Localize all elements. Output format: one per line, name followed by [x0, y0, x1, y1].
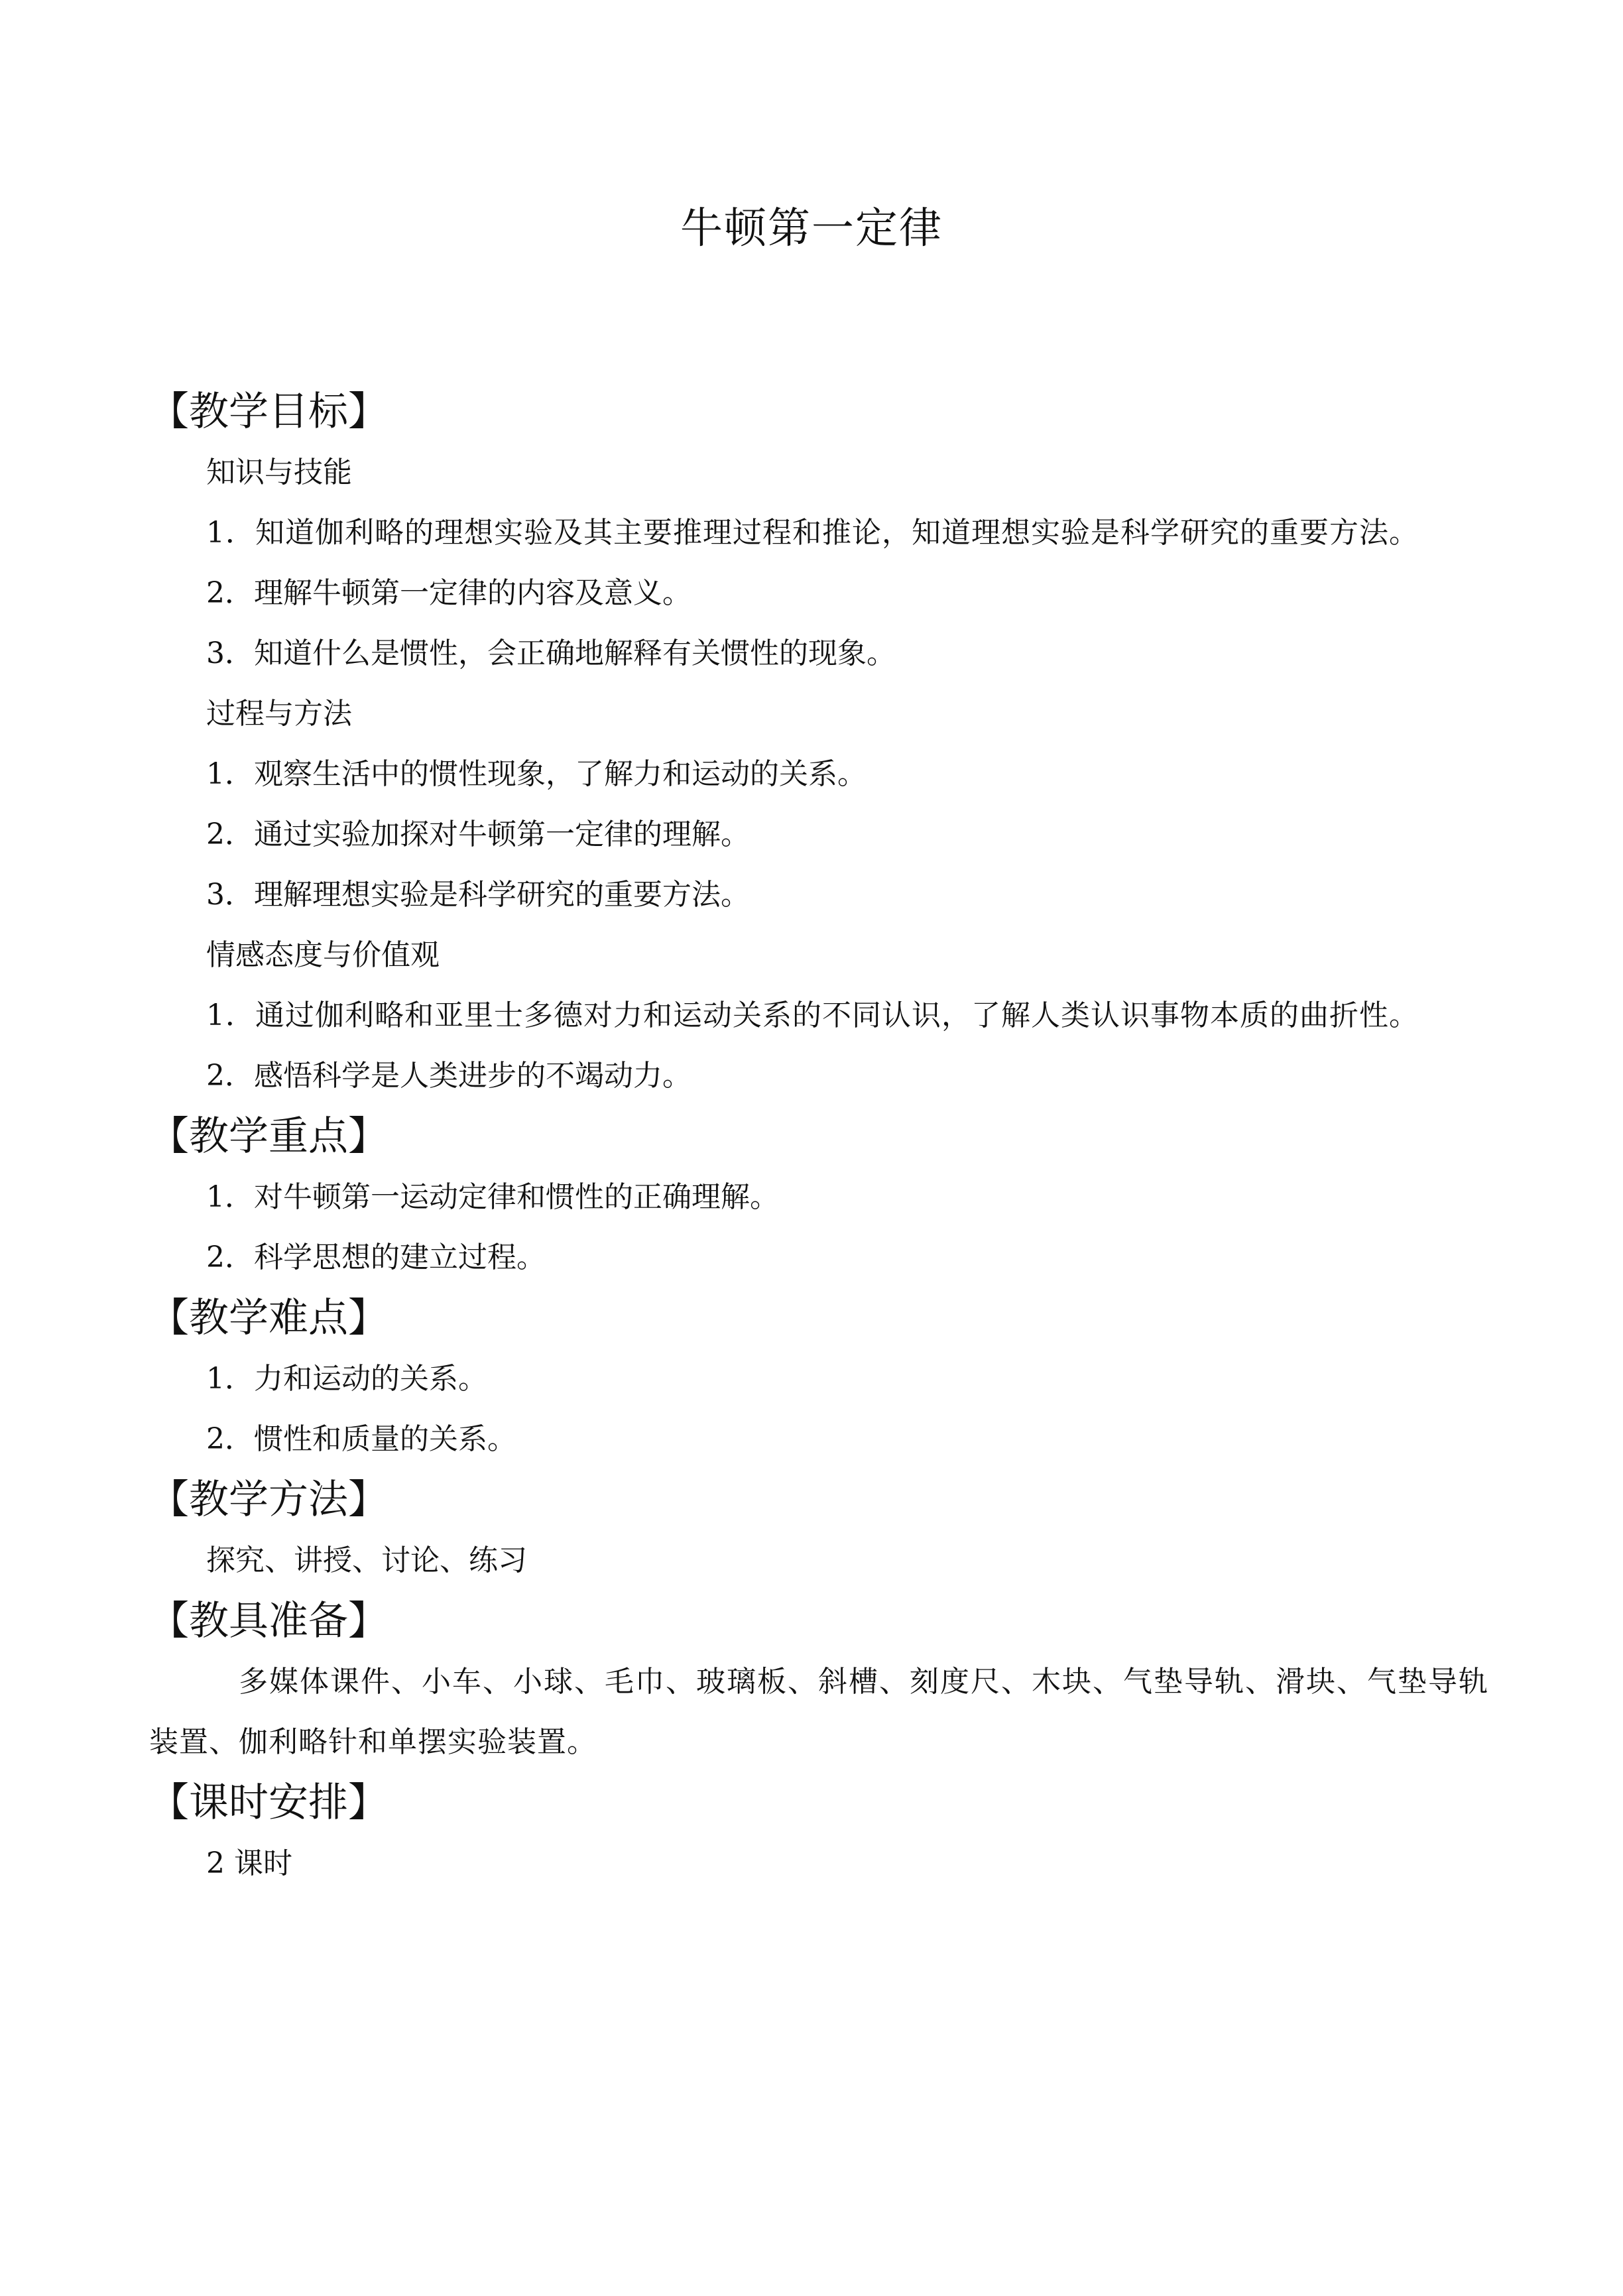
process-item: 1．观察生活中的惯性现象，了解力和运动的关系。 [206, 757, 867, 791]
materials-heading: 【教具准备】 [149, 1598, 388, 1644]
key-point-item: 2．科学思想的建立过程。 [206, 1240, 546, 1274]
knowledge-item: 3．知道什么是惯性，会正确地解释有关惯性的现象。 [206, 636, 896, 670]
document-title: 牛顿第一定律 [680, 204, 943, 253]
attitude-item: 1．通过伽利略和亚里士多德对力和运动关系的不同认识，了解人类认识事物本质的曲折性。 [206, 998, 1419, 1032]
methods-heading: 【教学方法】 [149, 1477, 388, 1523]
process-label: 过程与方法 [206, 697, 352, 731]
materials-text: 多媒体课件、小车、小球、毛巾、玻璃板、斜槽、刻度尺、木块、气垫导轨、滑块、气垫导轨装置、伽利略针和单摆实验装置。 [149, 1665, 1488, 1759]
key-point-item: 1．对牛顿第一运动定律和惯性的正确理解。 [206, 1180, 779, 1214]
knowledge-label: 知识与技能 [206, 455, 352, 489]
document-body [149, 381, 1488, 1894]
attitude-item: 2．感悟科学是人类进步的不竭动力。 [206, 1059, 691, 1093]
difficulties-heading: 【教学难点】 [149, 1295, 388, 1341]
difficulty-item: 2．惯性和质量的关系。 [206, 1422, 516, 1456]
key-points-heading: 【教学重点】 [149, 1113, 388, 1160]
objectives-heading: 【教学目标】 [149, 389, 388, 435]
knowledge-item: 1．知道伽利略的理想实验及其主要推理过程和推论，知道理想实验是科学研究的重要方法。 [206, 516, 1419, 550]
process-item: 2．通过实验加探对牛顿第一定律的理解。 [206, 817, 750, 851]
process-item: 3．理解理想实验是科学研究的重要方法。 [206, 878, 750, 912]
knowledge-item: 2．理解牛顿第一定律的内容及意义。 [206, 576, 691, 610]
difficulty-item: 1．力和运动的关系。 [206, 1362, 487, 1396]
schedule-heading: 【课时安排】 [149, 1780, 388, 1826]
schedule-text: 2 课时 [206, 1846, 292, 1880]
attitude-label: 情感态度与价值观 [206, 938, 440, 972]
methods-text: 探究、讲授、讨论、练习 [206, 1543, 527, 1577]
